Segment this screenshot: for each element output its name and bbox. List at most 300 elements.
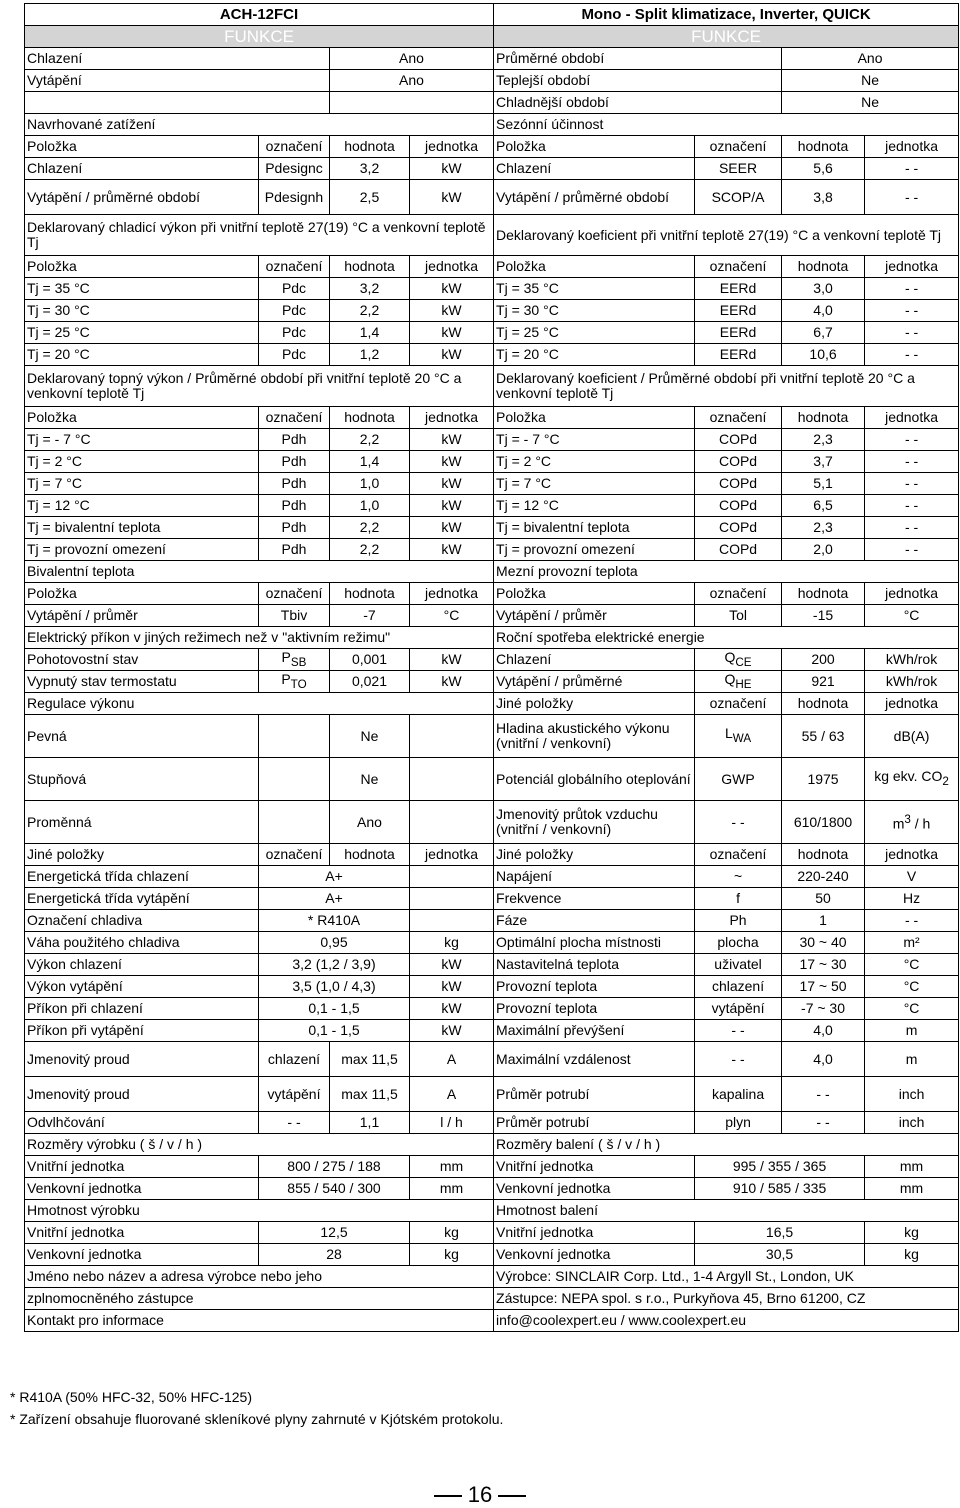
table-cell: 5,1 xyxy=(782,473,865,495)
data-row xyxy=(25,1222,959,1244)
table-cell: Vytápění / průměrné období xyxy=(494,180,695,215)
data-row xyxy=(25,932,959,954)
table-cell: Energetická třída vytápění xyxy=(25,888,259,910)
section-title: Deklarovaný koeficient / Průměrné období při vnitřní teplotě 20 °C a venkovní teplotě Tj xyxy=(494,366,959,407)
column-header: Jiné položky xyxy=(25,844,259,866)
table-cell: Ano xyxy=(782,48,959,70)
symbol: m xyxy=(892,815,905,832)
table-cell: Optimální plocha místnosti xyxy=(494,932,695,954)
table-cell: Ne xyxy=(330,715,410,758)
table-cell: Stupňová xyxy=(25,758,259,801)
table-cell: Tj = 2 °C xyxy=(494,451,695,473)
table-cell: kW xyxy=(410,429,494,451)
data-row xyxy=(25,158,959,180)
table-cell: Maximální vzdálenost xyxy=(494,1042,695,1077)
table-cell: kg xyxy=(865,1222,959,1244)
section-title: Bivalentní teplota xyxy=(25,561,494,583)
table-cell: Příkon při vytápění xyxy=(25,1020,259,1042)
table-cell: A xyxy=(410,1077,494,1112)
table-cell: - - xyxy=(865,158,959,180)
data-row xyxy=(25,1288,959,1310)
table-cell: Venkovní jednotka xyxy=(25,1244,259,1266)
table-cell: Vnitřní jednotka xyxy=(494,1156,695,1178)
symbol-index: 2 xyxy=(942,774,949,788)
table-cell: chlazení xyxy=(259,1042,330,1077)
table-cell: Tj = 20 °C xyxy=(494,344,695,366)
table-cell xyxy=(865,758,959,801)
table-cell: kg xyxy=(410,932,494,954)
table-cell: 3,5 (1,0 / 4,3) xyxy=(259,976,410,998)
column-header: jednotka xyxy=(410,407,494,429)
table-cell: - - xyxy=(865,278,959,300)
footnote-refrigerant: * R410A (50% HFC-32, 50% HFC-125) xyxy=(10,1389,252,1405)
data-row xyxy=(25,278,959,300)
data-row xyxy=(25,495,959,517)
table-cell: Zástupce: NEPA spol. s r.o., Purkyňova 45, Brno 61200, CZ xyxy=(494,1288,959,1310)
table-cell: Chladnější období xyxy=(494,92,782,114)
column-header: Položka xyxy=(25,407,259,429)
table-cell: Pdc xyxy=(259,344,330,366)
table-cell: Pevná xyxy=(25,715,259,758)
table-cell: Pdh xyxy=(259,495,330,517)
data-row xyxy=(25,300,959,322)
symbol: Q xyxy=(724,670,736,687)
section-title: Navrhované zatížení xyxy=(25,114,494,136)
funkce-item-row xyxy=(25,92,959,114)
column-header: hodnota xyxy=(782,693,865,715)
table-cell: Průměrné období xyxy=(494,48,782,70)
table-cell: 2,3 xyxy=(782,429,865,451)
table-cell: Pdh xyxy=(259,539,330,561)
table-cell: Provozní teplota xyxy=(494,998,695,1020)
data-row xyxy=(25,671,959,693)
table-cell: kW xyxy=(410,344,494,366)
section-title-row xyxy=(25,693,959,715)
column-header: označení xyxy=(259,583,330,605)
section-title: Regulace výkonu xyxy=(25,693,494,715)
table-cell: Váha použitého chladiva xyxy=(25,932,259,954)
table-cell: kW xyxy=(410,495,494,517)
table-cell: EERd xyxy=(695,300,782,322)
section-title-row xyxy=(25,627,959,649)
section-title: Sezónní účinnost xyxy=(494,114,959,136)
data-row xyxy=(25,758,959,801)
table-cell: 800 / 275 / 188 xyxy=(259,1156,410,1178)
data-row xyxy=(25,888,959,910)
table-cell: - - xyxy=(782,1112,865,1134)
table-cell: 50 xyxy=(782,888,865,910)
table-cell: f xyxy=(695,888,782,910)
section-title: FUNKCE xyxy=(494,26,959,48)
table-cell xyxy=(410,715,494,758)
table-cell: Hz xyxy=(865,888,959,910)
table-cell: 2,2 xyxy=(330,539,410,561)
column-header: jednotka xyxy=(865,583,959,605)
product-description: Mono - Split klimatizace, Inverter, QUICK xyxy=(494,4,959,26)
table-cell: - - xyxy=(865,180,959,215)
table-cell xyxy=(259,801,330,844)
table-cell: max 11,5 xyxy=(330,1077,410,1112)
column-header-row xyxy=(25,136,959,158)
table-cell: - - xyxy=(865,539,959,561)
table-cell: 2,5 xyxy=(330,180,410,215)
table-cell: Pdc xyxy=(259,278,330,300)
table-cell: 1975 xyxy=(782,758,865,801)
table-cell: 30 ~ 40 xyxy=(782,932,865,954)
symbol: L xyxy=(724,725,733,742)
table-cell: mm xyxy=(865,1178,959,1200)
table-cell: 220-240 xyxy=(782,866,865,888)
table-cell xyxy=(695,801,782,844)
table-cell: Výrobce: SINCLAIR Corp. Ltd., 1-4 Argyll St., London, UK xyxy=(494,1266,959,1288)
table-cell: kg xyxy=(865,1244,959,1266)
table-cell: COPd xyxy=(695,517,782,539)
footnotes xyxy=(10,1386,503,1430)
table-cell: kW xyxy=(410,671,494,693)
table-cell: 200 xyxy=(782,649,865,671)
table-cell: Pohotovostní stav xyxy=(25,649,259,671)
model-name: ACH-12FCI xyxy=(25,4,494,26)
table-cell: Jmenovitý proud xyxy=(25,1077,259,1112)
table-cell: vytápění xyxy=(259,1077,330,1112)
table-cell: mm xyxy=(410,1178,494,1200)
column-header: jednotka xyxy=(865,693,959,715)
table-cell: Ano xyxy=(330,801,410,844)
table-cell: COPd xyxy=(695,451,782,473)
table-cell: Odvlhčování xyxy=(25,1112,259,1134)
table-cell: 921 xyxy=(782,671,865,693)
table-cell: Vypnutý stav termostatu xyxy=(25,671,259,693)
data-row xyxy=(25,1156,959,1178)
table-cell: m xyxy=(865,1020,959,1042)
table-cell: 6,5 xyxy=(782,495,865,517)
table-cell: Tj = bivalentní teplota xyxy=(25,517,259,539)
table-cell: COPd xyxy=(695,495,782,517)
table-cell: 17 ~ 50 xyxy=(782,976,865,998)
symbol-index: 3 xyxy=(904,813,911,827)
funkce-row xyxy=(25,26,959,48)
data-row xyxy=(25,976,959,998)
section-title: Rozměry výrobku ( š / v / h ) xyxy=(25,1134,494,1156)
column-header-row xyxy=(25,583,959,605)
table-cell xyxy=(695,715,782,758)
symbol-index: TO xyxy=(290,677,307,691)
table-cell: COPd xyxy=(695,429,782,451)
symbol-index: WA xyxy=(732,731,752,745)
table-cell: kWh/rok xyxy=(865,671,959,693)
table-cell: kW xyxy=(410,278,494,300)
table-cell: Chlazení xyxy=(494,649,695,671)
column-header: jednotka xyxy=(410,844,494,866)
table-cell: Výkon chlazení xyxy=(25,954,259,976)
section-title-row xyxy=(25,215,959,256)
table-cell: - - xyxy=(695,1042,782,1077)
table-cell: Chlazení xyxy=(25,48,330,70)
table-cell: Tj = 35 °C xyxy=(494,278,695,300)
section-title-row xyxy=(25,366,959,407)
table-cell: 4,0 xyxy=(782,300,865,322)
table-cell: dB(A) xyxy=(865,715,959,758)
table-cell: - - xyxy=(865,451,959,473)
table-cell xyxy=(259,758,330,801)
table-cell: Frekvence xyxy=(494,888,695,910)
table-cell: Výkon vytápění xyxy=(25,976,259,998)
column-header: jednotka xyxy=(410,136,494,158)
table-cell: Tj = 25 °C xyxy=(25,322,259,344)
column-header: označení xyxy=(259,407,330,429)
table-cell: 4,0 xyxy=(782,1042,865,1077)
section-title: FUNKCE xyxy=(25,26,494,48)
table-cell: kW xyxy=(410,1020,494,1042)
section-title-row xyxy=(25,114,959,136)
table-cell: 3,2 xyxy=(330,158,410,180)
column-header: označení xyxy=(695,583,782,605)
table-cell: kW xyxy=(410,473,494,495)
table-cell: Ph xyxy=(695,910,782,932)
table-cell: Energetická třída chlazení xyxy=(25,866,259,888)
table-cell xyxy=(410,866,494,888)
table-cell: 0,1 - 1,5 xyxy=(259,998,410,1020)
symbol-index: SB xyxy=(290,655,307,669)
table-cell: Venkovní jednotka xyxy=(25,1178,259,1200)
table-cell: Vytápění / průměr xyxy=(25,605,259,627)
column-header: hodnota xyxy=(782,136,865,158)
section-title: Mezní provozní teplota xyxy=(494,561,959,583)
table-cell: 0,021 xyxy=(330,671,410,693)
table-cell: - - xyxy=(865,910,959,932)
table-cell: 1,0 xyxy=(330,473,410,495)
table-cell: 2,2 xyxy=(330,300,410,322)
table-cell: plocha xyxy=(695,932,782,954)
table-cell: - - xyxy=(865,495,959,517)
column-header: hodnota xyxy=(782,256,865,278)
table-cell: - - xyxy=(865,517,959,539)
table-cell: kW xyxy=(410,322,494,344)
table-cell: inch xyxy=(865,1077,959,1112)
table-cell: Ne xyxy=(330,758,410,801)
table-cell: Tj = 7 °C xyxy=(25,473,259,495)
table-cell: 4,0 xyxy=(782,1020,865,1042)
table-cell: mm xyxy=(410,1156,494,1178)
table-cell: Průměr potrubí xyxy=(494,1112,695,1134)
column-header: jednotka xyxy=(410,256,494,278)
table-cell: - - xyxy=(259,1112,330,1134)
symbol: - - xyxy=(731,813,745,830)
data-row xyxy=(25,1112,959,1134)
data-row xyxy=(25,517,959,539)
table-cell: kW xyxy=(410,517,494,539)
column-header: hodnota xyxy=(782,407,865,429)
data-row xyxy=(25,451,959,473)
section-title: Deklarovaný koeficient při vnitřní teplotě 27(19) °C a venkovní teplotě Tj xyxy=(494,215,959,256)
table-cell: Ano xyxy=(330,48,494,70)
table-cell: m xyxy=(865,1042,959,1077)
column-header: Položka xyxy=(25,583,259,605)
column-header: Položka xyxy=(25,136,259,158)
table-cell: -7 xyxy=(330,605,410,627)
table-cell: ~ xyxy=(695,866,782,888)
table-cell: zplnomocněného zástupce xyxy=(25,1288,494,1310)
table-cell: -7 ~ 30 xyxy=(782,998,865,1020)
table-cell: 10,6 xyxy=(782,344,865,366)
table-cell: 1,4 xyxy=(330,322,410,344)
data-row xyxy=(25,1042,959,1077)
table-cell: 3,0 xyxy=(782,278,865,300)
table-cell xyxy=(410,888,494,910)
table-cell: Ano xyxy=(330,70,494,92)
table-cell: 2,3 xyxy=(782,517,865,539)
symbol: GWP xyxy=(721,770,755,787)
table-cell: Fáze xyxy=(494,910,695,932)
table-cell: 995 / 355 / 365 xyxy=(695,1156,865,1178)
table-cell: Venkovní jednotka xyxy=(494,1178,695,1200)
table-cell: 1,2 xyxy=(330,344,410,366)
table-cell: 2,2 xyxy=(330,517,410,539)
section-title-row xyxy=(25,1134,959,1156)
column-header: Položka xyxy=(494,256,695,278)
table-cell: * R410A xyxy=(259,910,410,932)
table-cell: kW xyxy=(410,158,494,180)
table-cell: COPd xyxy=(695,539,782,561)
table-cell: 0,1 - 1,5 xyxy=(259,1020,410,1042)
table-cell: 3,2 (1,2 / 3,9) xyxy=(259,954,410,976)
section-title: Roční spotřeba elektrické energie xyxy=(494,627,959,649)
table-cell: l / h xyxy=(410,1112,494,1134)
column-header: Položka xyxy=(25,256,259,278)
data-row xyxy=(25,605,959,627)
data-row xyxy=(25,1310,959,1332)
data-row xyxy=(25,429,959,451)
unit-tail: / h xyxy=(910,815,931,832)
funkce-item-row xyxy=(25,70,959,92)
column-header: Položka xyxy=(494,583,695,605)
table-cell: A+ xyxy=(259,888,410,910)
table-cell: kW xyxy=(410,954,494,976)
table-cell: kW xyxy=(410,451,494,473)
table-cell: Ne xyxy=(782,92,959,114)
table-cell: °C xyxy=(865,605,959,627)
table-cell: EERd xyxy=(695,344,782,366)
table-cell: Vnitřní jednotka xyxy=(25,1156,259,1178)
table-cell: Vnitřní jednotka xyxy=(494,1222,695,1244)
table-cell: Tj = 12 °C xyxy=(25,495,259,517)
table-cell: Tj = provozní omezení xyxy=(494,539,695,561)
symbol: kg ekv. CO xyxy=(874,768,943,785)
table-cell: Označení chladiva xyxy=(25,910,259,932)
column-header: Jiné položky xyxy=(494,844,695,866)
section-title-row xyxy=(25,1200,959,1222)
table-cell: Jmenovitý průtok vzduchu (vnitřní / venkovní) xyxy=(494,801,695,844)
table-cell: EERd xyxy=(695,278,782,300)
table-cell: 16,5 xyxy=(695,1222,865,1244)
table-cell: 1,1 xyxy=(330,1112,410,1134)
table-cell xyxy=(410,758,494,801)
column-header: označení xyxy=(695,693,782,715)
data-row xyxy=(25,1178,959,1200)
table-cell xyxy=(330,92,494,114)
table-cell: Tj = 30 °C xyxy=(25,300,259,322)
section-title: Hmotnost výrobku xyxy=(25,1200,494,1222)
table-cell xyxy=(695,671,782,693)
data-row xyxy=(25,322,959,344)
table-cell: Tj = 35 °C xyxy=(25,278,259,300)
column-header: Položka xyxy=(494,136,695,158)
column-header-row xyxy=(25,407,959,429)
data-row xyxy=(25,473,959,495)
table-cell: V xyxy=(865,866,959,888)
table-cell: °C xyxy=(865,954,959,976)
column-header: označení xyxy=(259,136,330,158)
data-row xyxy=(25,866,959,888)
table-cell: kW xyxy=(410,539,494,561)
table-cell: - - xyxy=(865,473,959,495)
data-row xyxy=(25,998,959,1020)
table-cell: uživatel xyxy=(695,954,782,976)
section-title: Deklarovaný topný výkon / Průměrné období při vnitřní teplotě 20 °C a venkovní teplotě Tj xyxy=(25,366,494,407)
column-header-row xyxy=(25,256,959,278)
table-cell: kW xyxy=(410,180,494,215)
table-cell: info@coolexpert.eu / www.coolexpert.eu xyxy=(494,1310,959,1332)
table-cell: 855 / 540 / 300 xyxy=(259,1178,410,1200)
table-cell: vytápění xyxy=(695,998,782,1020)
data-row xyxy=(25,910,959,932)
data-row xyxy=(25,180,959,215)
table-cell: max 11,5 xyxy=(330,1042,410,1077)
table-cell: Pdh xyxy=(259,429,330,451)
column-header: jednotka xyxy=(865,136,959,158)
table-cell: Chlazení xyxy=(25,158,259,180)
section-title: Hmotnost balení xyxy=(494,1200,959,1222)
table-cell: Jméno nebo název a adresa výrobce nebo jeho xyxy=(25,1266,494,1288)
table-cell xyxy=(259,671,330,693)
table-cell: A xyxy=(410,1042,494,1077)
table-cell: - - xyxy=(865,344,959,366)
table-cell: - - xyxy=(865,429,959,451)
table-cell: Chlazení xyxy=(494,158,695,180)
table-cell: Provozní teplota xyxy=(494,976,695,998)
table-cell: Pdh xyxy=(259,451,330,473)
table-cell: Tol xyxy=(695,605,782,627)
table-cell: Teplejší období xyxy=(494,70,782,92)
data-row xyxy=(25,801,959,844)
table-cell: kWh/rok xyxy=(865,649,959,671)
table-cell: Tj = - 7 °C xyxy=(494,429,695,451)
table-cell: 12,5 xyxy=(259,1222,410,1244)
column-header: jednotka xyxy=(865,407,959,429)
table-cell: 6,7 xyxy=(782,322,865,344)
table-cell: kg xyxy=(410,1244,494,1266)
table-cell: Hladina akustického výkonu (vnitřní / venkovní) xyxy=(494,715,695,758)
table-cell: Tj = 25 °C xyxy=(494,322,695,344)
data-row xyxy=(25,1244,959,1266)
column-header: hodnota xyxy=(330,844,410,866)
table-cell xyxy=(865,801,959,844)
table-cell: kg xyxy=(410,1222,494,1244)
table-cell: 30,5 xyxy=(695,1244,865,1266)
data-row xyxy=(25,1020,959,1042)
column-header-row xyxy=(25,844,959,866)
table-cell: Kontakt pro informace xyxy=(25,1310,494,1332)
data-row xyxy=(25,1266,959,1288)
table-cell: Pdh xyxy=(259,517,330,539)
data-row xyxy=(25,344,959,366)
table-cell: kW xyxy=(410,649,494,671)
column-header: hodnota xyxy=(330,407,410,429)
table-cell: Tj = 7 °C xyxy=(494,473,695,495)
symbol: P xyxy=(281,670,291,687)
symbol-index: CE xyxy=(735,655,752,669)
table-cell xyxy=(695,649,782,671)
